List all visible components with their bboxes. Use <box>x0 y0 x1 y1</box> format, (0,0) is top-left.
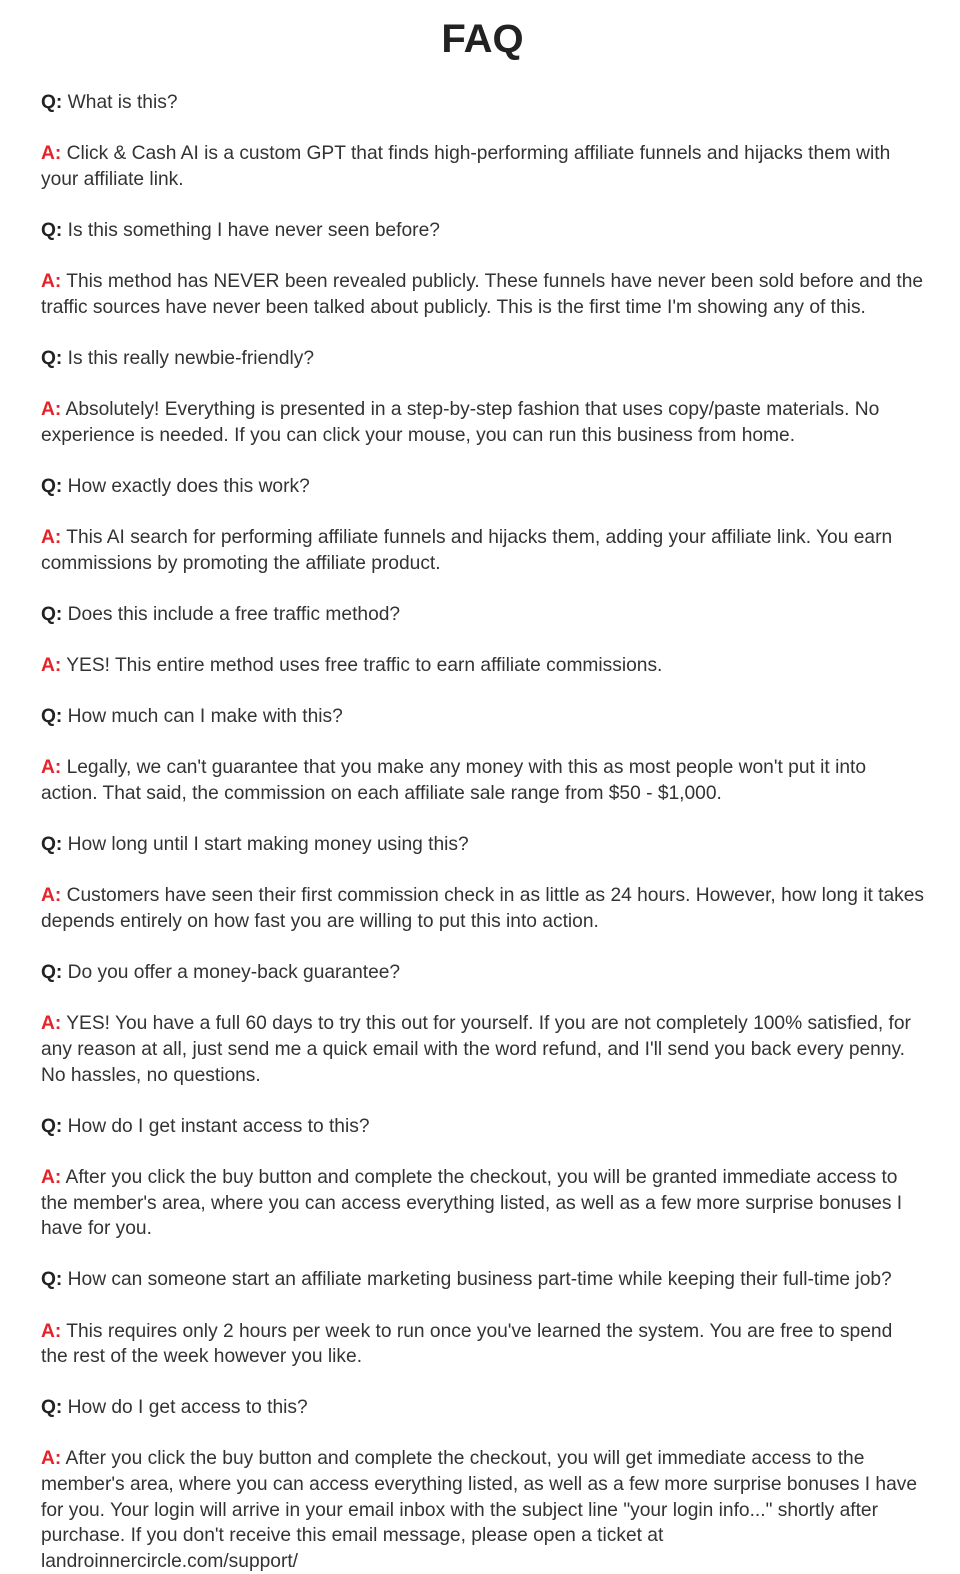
question-label: Q: <box>41 347 63 369</box>
answer-text: Legally, we can't guarantee that you make any money with this as most people won't put it into action. That said, the commission on each affiliate sale range from $50 - $1,000. <box>41 757 867 805</box>
faq-list <box>41 90 924 1574</box>
faq-answer <box>41 269 924 320</box>
answer-label: A: <box>41 399 62 421</box>
question-label: Q: <box>41 1397 63 1419</box>
faq-question <box>41 960 924 986</box>
answer-text: Customers have seen their first commission check in as little as 24 hours. However, how long it takes depends entirely on how fast you are willing to put this into action. <box>41 885 925 932</box>
faq-answer <box>41 1165 924 1242</box>
answer-text: YES! This entire method uses free traffic to earn affiliate commissions. <box>66 655 663 677</box>
answer-label: A: <box>41 143 62 165</box>
question-text: What is this? <box>67 92 178 113</box>
answer-text: This AI search for performing affiliate funnels and hijacks them, adding your affiliate link. You earn commissions by promoting the affiliate product. <box>41 527 893 574</box>
faq-question <box>41 1395 924 1421</box>
faq-answer <box>41 1011 924 1088</box>
question-label: Q: <box>41 706 63 728</box>
faq-answer <box>41 653 924 679</box>
answer-text: After you click the buy button and complete the checkout, you will get immediate access to the member's area, where you can access everything listed, as well as a few more surprise bonuses I have for you. Your login will arrive in your email inbox with the subject line "your login info..." shortly after purchase. If you don't receive this email message, please open a ticket at landroinnercircle.com/support/ <box>41 1448 918 1572</box>
answer-label: A: <box>41 757 62 779</box>
faq-answer <box>41 397 924 448</box>
answer-label: A: <box>41 885 62 907</box>
faq-question <box>41 218 924 244</box>
question-text: Do you offer a money-back guarantee? <box>67 962 401 984</box>
question-text: Does this include a free traffic method? <box>67 603 401 625</box>
answer-text: YES! You have a full 60 days to try this out for yourself. If you are not completely 100% satisfied, for any reason at all, just send me a quick email with the word refund, and I'll send you back every penny. No hassles, no questions. <box>41 1013 911 1086</box>
answer-label: A: <box>41 1166 62 1188</box>
question-label: Q: <box>41 603 63 625</box>
faq-answer <box>41 883 924 934</box>
answer-label: A: <box>41 655 62 677</box>
faq-answer <box>41 755 924 806</box>
faq-question <box>41 346 924 372</box>
question-text: How can someone start an affiliate marketing business part-time while keeping their full-time job? <box>67 1269 892 1291</box>
question-text: How much can I make with this? <box>67 706 343 728</box>
answer-text: This requires only 2 hours per week to run once you've learned the system. You are free to spend the rest of the week however you like. <box>41 1320 893 1368</box>
question-label: Q: <box>41 475 63 497</box>
answer-label: A: <box>41 1320 62 1342</box>
question-label: Q: <box>41 962 63 984</box>
question-text: How exactly does this work? <box>67 475 310 497</box>
answer-label: A: <box>41 1013 62 1035</box>
answer-text: Absolutely! Everything is presented in a step-by-step fashion that uses copy/paste materials. No experience is needed. If you can click your mouse, you can run this business from home. <box>41 399 880 446</box>
faq-question <box>41 832 924 858</box>
answer-text: This method has NEVER been revealed publicly. These funnels have never been sold before and the traffic sources have never been talked about publicly. This is the first time I'm showing any of this. <box>41 271 924 318</box>
answer-text: After you click the buy button and complete the checkout, you will be granted immediate access to the member's area, where you can access everything listed, as well as a few more surprise bonuses I have for you. <box>41 1166 903 1240</box>
question-label: Q: <box>41 1115 63 1137</box>
question-text: How long until I start making money using this? <box>67 834 469 856</box>
question-text: How do I get instant access to this? <box>67 1115 370 1137</box>
faq-question <box>41 1267 924 1293</box>
page-title: FAQ <box>441 17 524 61</box>
question-text: How do I get access to this? <box>67 1397 308 1419</box>
answer-label: A: <box>41 1448 62 1470</box>
faq-answer <box>41 1319 924 1370</box>
answer-label: A: <box>41 271 62 293</box>
faq-question <box>41 1114 924 1140</box>
faq-answer <box>41 141 924 192</box>
answer-text: Click & Cash AI is a custom GPT that finds high-performing affiliate funnels and hijacks them with your affiliate link. <box>41 143 891 190</box>
question-text: Is this really newbie-friendly? <box>67 347 315 369</box>
question-label: Q: <box>41 1269 63 1291</box>
question-label: Q: <box>41 219 63 241</box>
question-label: Q: <box>41 834 63 856</box>
faq-question <box>41 90 924 116</box>
question-text: Is this something I have never seen before? <box>67 219 440 241</box>
question-label: Q: <box>41 92 63 113</box>
faq-question <box>41 704 924 730</box>
faq-answer <box>41 1446 924 1574</box>
faq-question <box>41 602 924 628</box>
answer-label: A: <box>41 527 62 549</box>
faq-answer <box>41 525 924 576</box>
faq-question <box>41 474 924 500</box>
